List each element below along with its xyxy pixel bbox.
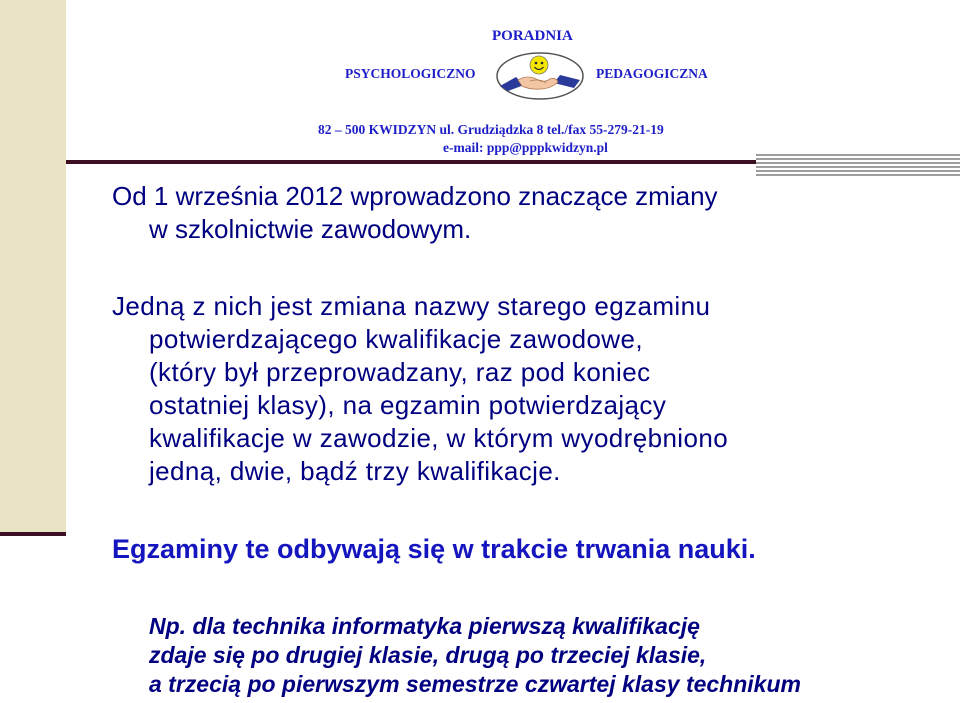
intro-line-1: Od 1 września 2012 wprowadzono znaczące zmiany: [112, 181, 718, 211]
intro-text: [112, 180, 718, 246]
header-name-left: PSYCHOLOGICZNO: [345, 66, 476, 81]
header-title: PORADNIA: [492, 28, 573, 44]
example-line: a trzecią po pierwszym semestrze czwartej klasy technikum: [149, 671, 801, 697]
paragraph-line: Jedną z nich jest zmiana nazwy starego egzaminu: [112, 291, 711, 321]
header-email: e-mail: ppp@pppkwidzyn.pl: [443, 140, 608, 155]
paragraph-line: potwierdzającego kwalifikacje zawodowe,: [149, 324, 643, 354]
smiley-handshake-icon: [494, 50, 586, 102]
header-divider-line: [66, 160, 756, 164]
header-name-right: PEDAGOGICZNA: [596, 66, 708, 81]
paragraph-line: kwalifikacje w zawodzie, w którym wyodrębniono: [149, 423, 729, 453]
highlight-text: Egzaminy te odbywają się w trakcie trwania nauki.: [112, 534, 756, 564]
exam-change-paragraph: [112, 290, 728, 488]
header-address: 82 – 500 KWIDZYN ul. Grudziądzka 8 tel./fax 55-279-21-19: [318, 122, 664, 137]
side-divider-line: [0, 532, 66, 536]
striped-decoration: [756, 154, 960, 176]
example-line: Np. dla technika informatyka pierwszą kwalifikację: [149, 613, 700, 639]
paragraph-line: jedną, dwie, bądź trzy kwalifikacje.: [149, 456, 561, 486]
side-bar-decoration: [0, 0, 66, 536]
paragraph-line: ostatniej klasy), na egzamin potwierdzający: [149, 390, 667, 420]
example-line: zdaje się po drugiej klasie, drugą po trzeciej klasie,: [149, 642, 707, 668]
paragraph-line: (który był przeprowadzany, raz pod koniec: [149, 357, 651, 387]
example-text: [149, 612, 801, 699]
intro-line-2: w szkolnictwie zawodowym.: [149, 214, 472, 244]
